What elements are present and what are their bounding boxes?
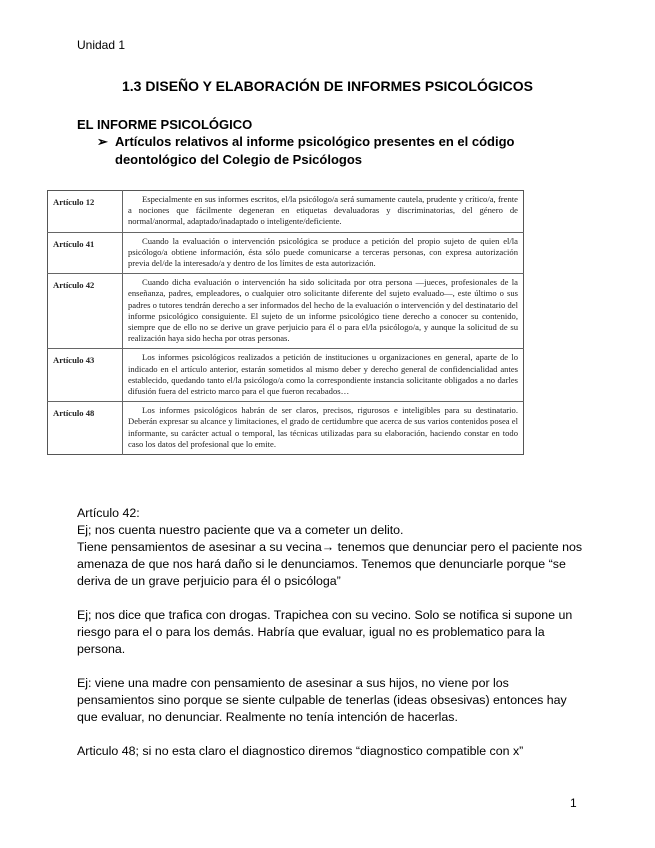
bullet-text: Artículos relativos al informe psicológico presentes en el código deontológico del Colegio de Psicólogos (115, 134, 515, 167)
article-label: Artículo 41 (48, 232, 123, 274)
note-paragraph (77, 505, 587, 590)
article-text: Los informes psicológicos habrán de ser claros, precisos, rigurosos e inteligibles para su destinatario. Deberán expresar su alcance y limitaciones, el grado de certidumbre que acerca de sus varios contenidos posea el informante, su carácter actual o temporal, las técnicas utilizadas para su elaboración, haciendo constar en todo caso los datos del profesional que lo emite. (123, 402, 524, 455)
page-number: 1 (570, 796, 577, 810)
article-label: Artículo 12 (48, 191, 123, 233)
article-text: Los informes psicológicos realizados a petición de instituciones u organizaciones en general, aparte de lo indicado en el artículo anterior, estarán sometidos al mismo deber y derecho general de confidencialidad antes establecido, quedando tanto el/la psicólogo/a como la correspondiente instancia solicitante obligados a no darles difusión fuera del estricto marco para el que fueron recabados… (123, 349, 524, 402)
article-text: Especialmente en sus informes escritos, el/la psicólogo/a será sumamente cautela, prudente y crítico/a, frente a nociones que fácilmente degeneran en etiquetas devaluadoras y discriminatorias, del género de normal/anormal, adaptado/inadaptado o inteligente/deficiente. (128, 194, 518, 227)
articles-table (47, 190, 524, 455)
table-row (48, 274, 524, 349)
note-paragraph: Ej; nos dice que trafica con drogas. Trapichea con su vecino. Solo se notifica si supone un riesgo para el o para los demás. Habría que evaluar, igual no es problematico para la persona. (77, 608, 573, 656)
note-line: Artículo 42: (77, 506, 140, 520)
notes-body (77, 505, 587, 777)
article-label: Artículo 42 (48, 274, 123, 349)
article-text: Cuando dicha evaluación o intervención ha sido solicitada por otra persona —jueces, profesionales de la enseñanza, padres, empleadores, o cualquier otro solicitante diferente del sujeto evaluado—, este último o sus padres o tutores tendrán derecho a ser informados del hecho de la evaluación o intervención y del destinatario del informe psicológico consiguiente. El sujeto de un informe psicológico tiene derecho a conocer su contenido, siempre que de ello no se derive un grave perjuicio para él o para el/la psicólogo/a, y aunque la solicitud de su realización haya sido hecha por otras personas. (123, 274, 524, 349)
table-row (48, 232, 524, 274)
article-label: Artículo 43 (48, 349, 123, 402)
page-title: 1.3 DISEÑO Y ELABORACIÓN DE INFORMES PSICOLÓGICOS (122, 78, 533, 94)
table-row (48, 349, 524, 402)
article-text: Cuando la evaluación o intervención psicológica se produce a petición del propio sujeto de quien el/la psicólogo/a obtiene información, ésta sólo puede comunicarse a terceras personas, con expresa autorización previa del/de la interesado/a y dentro de los límites de esta autorización. (123, 232, 524, 274)
section-heading: EL INFORME PSICOLÓGICO (77, 117, 253, 132)
note-paragraph: Ej: viene una madre con pensamiento de asesinar a sus hijos, no viene por los pensamientos sino porque se siente culpable de tenerlas (ideas obsesivas) entonces hay que evaluar, no denunciar. Realmente no tenía intención de hacerlas. (77, 676, 567, 724)
unit-header: Unidad 1 (77, 38, 126, 52)
note-line: Ej; nos cuenta nuestro paciente que va a cometer un delito. (77, 523, 404, 537)
note-line: Tiene pensamientos de asesinar a su vecina→ tenemos que denunciar pero el paciente nos amenaza de que nos hará daño si le denunciamos. Tenemos que denunciarle porque “se deriva de un grave perjuicio para él o psicóloga” (77, 540, 583, 588)
table-row (48, 402, 524, 455)
bullet-item (97, 133, 537, 169)
note-paragraph: Articulo 48; si no esta claro el diagnostico diremos “diagnostico compatible con x” (77, 744, 524, 758)
table-row (48, 191, 524, 233)
article-label: Artículo 48 (48, 402, 123, 455)
arrow-bullet-icon: ➢ (97, 134, 108, 149)
